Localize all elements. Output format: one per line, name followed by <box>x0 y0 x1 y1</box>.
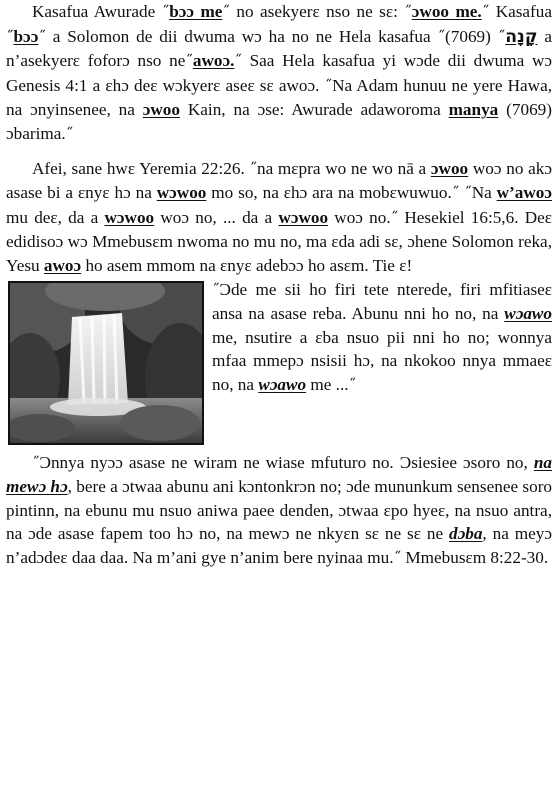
keyword: w’awoɔ <box>496 183 553 203</box>
text: , bere a ɔtwaa abunu ani kɔntonkrɔn no; ɔde mununkum sensenee soro pintinn, na ebunu mu nsuo aniwa paee denden, ɔtwaa ɛpo hyeɛ, na nsuo antra, na ɔde asase fapem too hɔ no, na mewɔ ne nkyɛn sɛ ne sɛ ne <box>6 477 553 544</box>
text: (7069) a n’asekyerɛ foforɔ nso ne <box>6 26 552 71</box>
text: Mmebusɛm 8:22-30. <box>401 547 549 567</box>
paragraph-1 <box>6 0 552 147</box>
quote-mark: ˝ <box>212 280 220 299</box>
quote-mark: ˝ <box>161 3 170 21</box>
text: me ... <box>306 374 349 394</box>
keyword: wɔwoo <box>156 183 207 203</box>
waterfall-image <box>10 283 202 443</box>
keyword: bɔɔ <box>13 26 39 46</box>
quote-mark: ˝ <box>234 52 242 71</box>
keyword: ɔwoo <box>142 100 180 120</box>
quote-mark: ˝ <box>497 27 506 46</box>
keyword: wɔwoo <box>278 207 329 227</box>
text: (7069) ɔbarima. <box>6 100 552 143</box>
quote-mark: ˝ <box>393 548 402 567</box>
quote-mark: ˝ <box>404 3 412 21</box>
waterfall-photo-frame <box>8 281 204 449</box>
text: mu deɛ, da a <box>6 207 105 227</box>
keyword: wɔwoo <box>104 207 155 227</box>
quote-mark: ˝ <box>6 27 14 46</box>
text: me, nsutire a ɛba nsuo pii nni ho no; wonnya mfaa mmepɔ nsisii hɔ, na nkokoo nnya mmaeɛ no, na <box>212 327 552 394</box>
quote-mark: ˝ <box>65 124 74 143</box>
keyword: wɔawo <box>258 374 307 394</box>
text: ho asem mmom na ɛnyɛ adebɔɔ ho asɛm. Tie ɛ! <box>81 255 413 275</box>
quote-mark: ˝ <box>249 159 257 178</box>
text: woɔ no, ... da a <box>154 207 279 227</box>
text: Kasafua Awurade <box>32 2 162 21</box>
quote-mark: ˝ <box>222 3 230 21</box>
keyword: na mewɔ hɔ <box>6 452 552 497</box>
quote-mark: ˝ <box>324 76 333 95</box>
text: Na <box>471 183 497 203</box>
text: Saa Hela kasafua yi wɔde dii dwuma wɔ Genesis 4:1 a ɛhɔ deɛ wɔkyerɛ aseɛ sɛ awoɔ. <box>6 51 552 95</box>
quote-mark: ˝ <box>481 3 490 21</box>
text: a Solomon de dii dwuma wɔ ha no ne Hela kasafua <box>45 26 438 46</box>
quote-mark: ˝ <box>32 453 40 472</box>
text: no asekyerɛ nso ne sɛ: <box>229 2 405 21</box>
keyword: dɔba <box>449 524 483 544</box>
paragraph-4-quote <box>6 451 552 571</box>
keyword: awoɔ <box>43 255 82 275</box>
text: Ɔnnya nyɔɔ asase ne wiram ne wiase mfuturo no. Ɔsiesiee ɔsoro no, <box>39 452 534 472</box>
text: , na meyɔ n’adɔdeɛ daa daa. Na m’ani gye n’anim bere nyinaa mu. <box>6 524 552 567</box>
quote-mark: ˝ <box>348 375 357 394</box>
text: Ɔde me sii ho firi tete nterede, firi mfitiaseɛ ansa na asase reba. Abunu nni ho no, na <box>212 279 552 324</box>
keyword: wɔawo <box>504 304 552 324</box>
text: na mɛpra wo ne wo nā a <box>256 158 431 178</box>
keyword: ɔwoo me. <box>411 2 482 21</box>
text: Afei, sane hwɛ Yeremia 22:26. <box>32 158 250 178</box>
keyword: bɔɔ me <box>169 2 223 21</box>
keyword: awoɔ. <box>192 51 235 71</box>
quote-mark: ˝ <box>437 27 446 46</box>
text: woɔ no. <box>328 207 391 227</box>
text: mo so, na ɛhɔ ara na mobɛwuwuo. <box>206 183 452 203</box>
keyword: manya <box>448 100 499 120</box>
quote-mark: ˝ <box>464 184 472 203</box>
quote-mark: ˝ <box>185 52 193 71</box>
waterfall-photo <box>8 281 204 445</box>
paragraph-2 <box>6 157 552 278</box>
text: woɔ no akɔ asase bi a ɛnyɛ hɔ na <box>6 158 552 203</box>
text: Na Adam hunuu ne yere Hawa, na ɔnyinsenee, na <box>6 75 552 120</box>
text: Kasafua <box>489 2 552 21</box>
hebrew-word: קָנָה <box>505 26 538 47</box>
keyword: ɔwoo <box>430 158 469 178</box>
quote-mark: ˝ <box>451 184 460 203</box>
text: Hesekiel 16:5,6. Deɛ edidisoɔ wɔ Mmebusɛm nwoma no mu no, ma ɛda adi sɛ, ɔhene Solomon reka, Yesu <box>6 207 552 275</box>
quote-mark: ˝ <box>390 208 399 227</box>
quote-mark: ˝ <box>38 27 46 46</box>
text: Kain, na ɔse: Awurade adaworoma <box>180 100 449 120</box>
